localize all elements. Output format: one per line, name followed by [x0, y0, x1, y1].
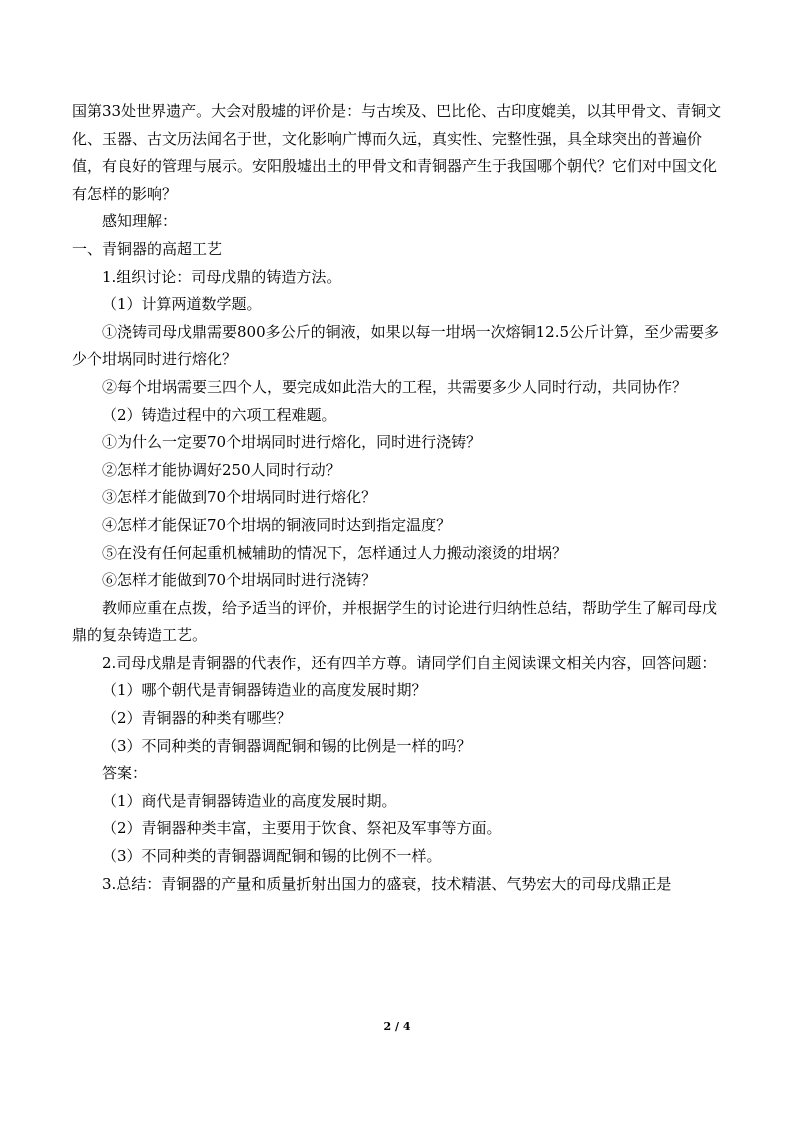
- paragraph: 2.司母戊鼎是青铜器的代表作，还有四羊方尊。请同学们自主阅读课文相关内容，回答问题：: [102, 653, 717, 672]
- paragraph: 答案：: [102, 764, 148, 783]
- paragraph: ⑤在没有任何起重机械辅助的情况下，怎样通过人力搬动滚烫的坩埚？: [102, 543, 568, 562]
- paragraph: （1）计算两道数学题。: [102, 295, 262, 314]
- document-body: [72, 98, 722, 898]
- paragraph: 国第33处世界遗产。大会对殷墟的评价是：与古埃及、巴比伦、古印度媲美，以其甲骨文、青铜文化、玉器、古文历法闻名于世，文化影响广博而久远，真实性、完整性强，具全球突出的普遍价值，有良好的管理与展示。安阳殷墟出土的甲骨文和青铜器产生于我国哪个朝代？它们对中国文化有怎样的影响？: [72, 102, 722, 203]
- paragraph: ④怎样才能保证70个坩埚的铜液同时达到指定温度？: [102, 515, 452, 534]
- paragraph: （3）不同种类的青铜器调配铜和锡的比例是一样的吗？: [102, 736, 472, 755]
- page-number: 2 / 4: [383, 1020, 411, 1033]
- paragraph: 3.总结：青铜器的产量和质量折射出国力的盛衰，技术精湛、气势宏大的司母戊鼎正是: [102, 874, 672, 893]
- paragraph: ①为什么一定要70个坩埚同时进行熔化，同时进行浇铸？: [102, 433, 482, 452]
- paragraph: ⑥怎样才能做到70个坩埚同时进行浇铸？: [102, 571, 377, 590]
- paragraph: ②每个坩埚需要三四个人，要完成如此浩大的工程，共需要多少人同时行动，共同协作？: [102, 377, 688, 396]
- paragraph: （1）商代是青铜器铸造业的高度发展时期。: [102, 791, 397, 810]
- paragraph: ①浇铸司母戊鼎需要800多公斤的铜液，如果以每一坩埚一次熔铜12.5公斤计算，至少需要多少个坩埚同时进行熔化？: [72, 322, 720, 369]
- paragraph: （1）哪个朝代是青铜器铸造业的高度发展时期？: [102, 681, 427, 700]
- paragraph: 1.组织讨论：司母戊鼎的铸造方法。: [102, 267, 342, 286]
- paragraph: （3）不同种类的青铜器调配铜和锡的比例不一样。: [102, 847, 442, 866]
- paragraph: 感知理解：: [102, 212, 178, 231]
- section-heading: 一、青铜器的高超工艺: [72, 239, 223, 258]
- paragraph: （2）青铜器的种类有哪些？: [102, 709, 292, 728]
- paragraph: （2）铸造过程中的六项工程难题。: [102, 405, 337, 424]
- paragraph: （2）青铜器种类丰富，主要用于饮食、祭祀及军事等方面。: [102, 819, 502, 838]
- paragraph: ③怎样才能做到70个坩埚同时进行熔化？: [102, 488, 377, 507]
- paragraph: 教师应重在点拨，给予适当的评价，并根据学生的讨论进行归纳性总结，帮助学生了解司母戊鼎的复杂铸造工艺。: [72, 598, 718, 645]
- paragraph: ②怎样才能协调好250人同时行动？: [102, 460, 341, 479]
